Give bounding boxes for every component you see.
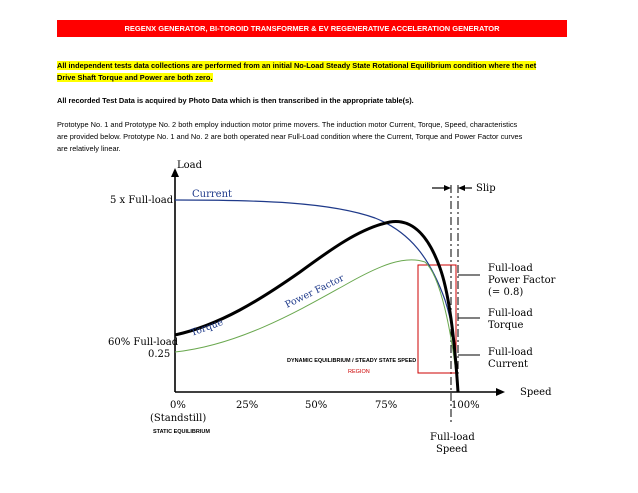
fl-pf-label-1: Full-load	[488, 263, 533, 274]
x-tick-25: 25%	[236, 400, 259, 411]
title-banner: REGENX GENERATOR, BI-TOROID TRANSFORMER & EV REGENERATIVE ACCELERATION GENERATOR	[57, 20, 567, 37]
fl-current-label-1: Full-load	[488, 347, 533, 358]
prototype-line-1: Prototype No. 1 and Prototype No. 2 both employ induction motor prime movers. The induction motor Current, Torque, Speed, characteristics	[57, 120, 518, 129]
x-axis-arrow	[496, 388, 505, 396]
slip-arrowhead-right	[458, 185, 465, 191]
fl-speed-label-1: Full-load	[430, 432, 475, 443]
x-tick-0: 0%	[170, 400, 186, 411]
prototype-line-2: are provided below. Prototype No. 1 and No. 2 are both operated near Full-Load condition where the Current, Torque and Power Factor curves	[57, 132, 523, 141]
paragraph-photo-data: All recorded Test Data is acquired by Photo Data which is then transcribed in the appropriate table(s).	[57, 96, 414, 105]
dynamic-equilibrium-label: DYNAMIC EQUILIBRIUM / STEADY STATE SPEED	[287, 358, 417, 364]
prototype-line-3: are relatively linear.	[57, 144, 121, 153]
fl-speed-label-2: Speed	[436, 444, 468, 455]
highlight-line-1: All independent tests data collections are performed from an initial No-Load Steady State Rotational Equilibrium condition where the net	[57, 61, 537, 70]
slip-label: Slip	[476, 183, 496, 194]
fl-pf-label-3: (= 0.8)	[488, 287, 524, 298]
y-label-60: 60% Full-load	[108, 337, 179, 348]
current-curve-label: Current	[192, 189, 233, 200]
x-tick-75: 75%	[375, 400, 398, 411]
x-tick-50: 50%	[305, 400, 328, 411]
speed-axis-label: Speed	[520, 387, 552, 398]
fl-current-label-2: Current	[488, 359, 529, 370]
power-factor-curve-label: Power Factor	[283, 272, 346, 311]
load-axis-label: Load	[177, 160, 203, 171]
slip-arrowhead-left	[444, 185, 451, 191]
highlight-line-2: Drive Shaft Torque and Power are both zero.	[57, 73, 213, 82]
fl-torque-label-1: Full-load	[488, 308, 533, 319]
y-label-5x: 5 x Full-load	[110, 195, 174, 206]
y-label-025: 0.25	[148, 349, 171, 360]
region-label: REGION	[348, 369, 370, 375]
x-tick-100: 100%	[451, 400, 480, 411]
torque-curve-label: Torque	[189, 316, 225, 339]
standstill-label: (Standstill)	[150, 413, 207, 424]
fl-torque-label-2: Torque	[488, 320, 524, 331]
fl-pf-label-2: Power Factor	[488, 275, 556, 286]
static-equilibrium-label: STATIC EQUILIBRIUM	[153, 429, 210, 435]
